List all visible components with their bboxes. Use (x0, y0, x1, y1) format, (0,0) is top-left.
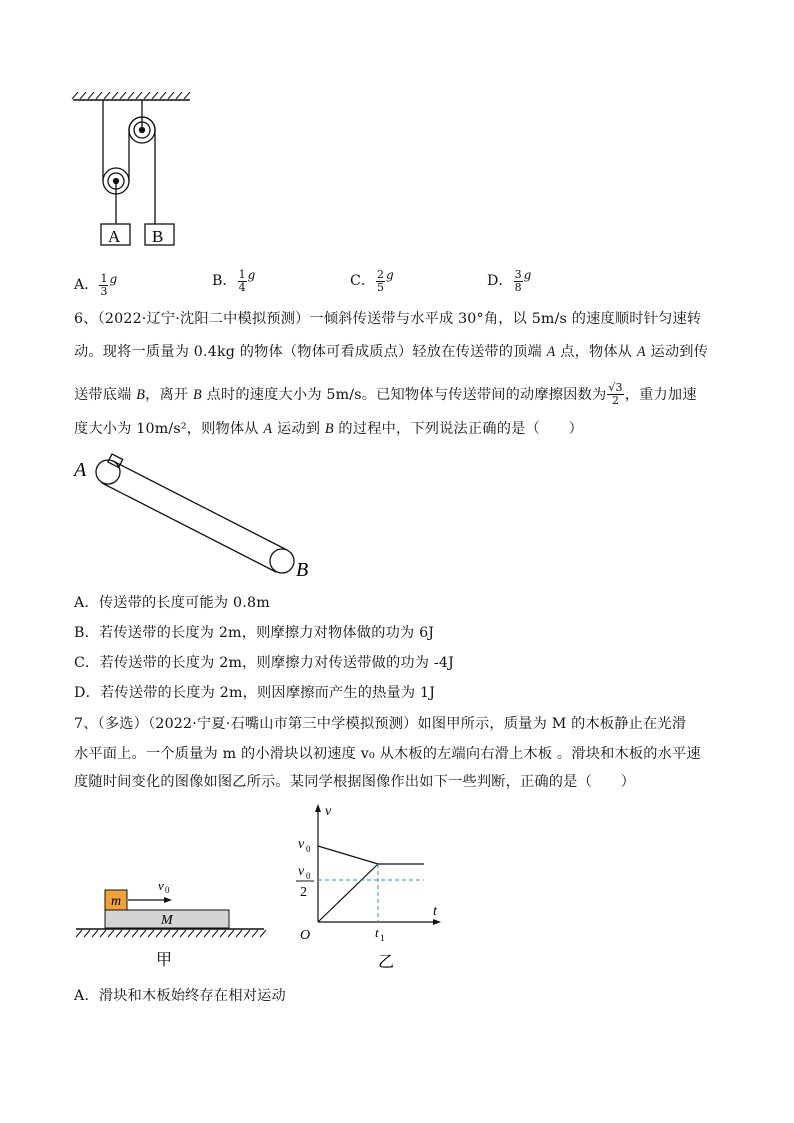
svg-text:m: m (111, 894, 122, 909)
q6-line-3: 送带底端 B，离开 B 点时的速度大小为 5m/s。已知物体与传送带间的动摩擦因数为 $\frac{√3}{2}$ ，重力加速 (74, 381, 697, 407)
q6-line-4: 度大小为 10m/s²，则物体从 A 运动到 B 的过程中，下列说法正确的是（ ） (74, 421, 584, 437)
svg-text:2: 2 (300, 885, 307, 900)
q7-line-1: 7、（多选）（2022·宁夏·石嘴山市第三中学模拟预测）如图甲所示，质量为 M 的木板静止在光滑 (74, 716, 687, 732)
block-b-label: B (152, 227, 164, 246)
caption-jia: 甲 (156, 952, 173, 969)
point-a-label: A (74, 459, 87, 481)
q6-option-d[interactable]: D．若传送带的长度为 2m，则因摩擦而产生的热量为 1J (74, 685, 436, 701)
q6-option-a[interactable]: A．传送带的长度可能为 0.8m (74, 595, 270, 611)
svg-text:t: t (433, 904, 437, 919)
svg-text:1: 1 (380, 933, 385, 943)
caption-yi: 乙 (378, 954, 395, 971)
svg-text:v: v (298, 837, 305, 852)
pulley-figure (70, 92, 200, 252)
q6-option-b[interactable]: B．若传送带的长度为 2m，则摩擦力对物体做的功为 6J (74, 625, 435, 641)
svg-text:v: v (325, 804, 332, 819)
point-b-label: B (296, 559, 309, 581)
q5-option-a[interactable]: A． $\frac{1}{3}$ $^g$ (74, 271, 118, 298)
q5-option-b[interactable]: B． $\frac{1}{4}$ $^g$ (212, 267, 256, 294)
conveyor-belt-figure (70, 450, 330, 585)
q7-line-3: 度随时间变化的图像如图乙所示。某同学根据图像作出如下一些判断，正确的是（ ） (74, 774, 636, 790)
svg-text:0: 0 (306, 844, 311, 854)
svg-text:0: 0 (306, 871, 311, 881)
q5-option-d[interactable]: D． $\frac{3}{8}$ $^g$ (487, 267, 532, 294)
q6-line-1: 6、（2022·辽宁·沈阳二中模拟预测）一倾斜传送带与水平成 30°角，以 5m/s 的速度顺时针匀速转 (74, 311, 702, 327)
q5-option-c[interactable]: C． $\frac{2}{5}$ $^g$ (350, 267, 394, 294)
svg-text:M: M (161, 913, 173, 928)
q6-line-2: 动。现将一质量为 0.4kg 的物体（物体可看成质点）轻放在传送带的顶端 A 点，物体从 A 运动到传 (74, 344, 708, 360)
q7-line-2: 水平面上。一个质量为 m 的小滑块以初速度 v₀ 从木板的左端向右滑上木板 。滑块和木板的水平速 (74, 746, 701, 762)
svg-text:v: v (158, 878, 164, 893)
svg-text:O: O (300, 928, 311, 943)
block-a-label: A (108, 227, 121, 246)
q7-option-a[interactable]: A．滑块和木板始终存在相对运动 (74, 988, 286, 1004)
velocity-time-graph (282, 800, 452, 975)
mu-fraction: $\frac{√3}{2}$ (608, 381, 623, 407)
svg-text:0: 0 (165, 885, 170, 895)
q6-option-c[interactable]: C．若传送带的长度为 2m，则摩擦力对传送带做的功为 -4J (74, 655, 454, 671)
svg-text:v: v (298, 864, 305, 879)
board-block-figure (74, 860, 274, 970)
svg-text:t: t (375, 925, 379, 940)
